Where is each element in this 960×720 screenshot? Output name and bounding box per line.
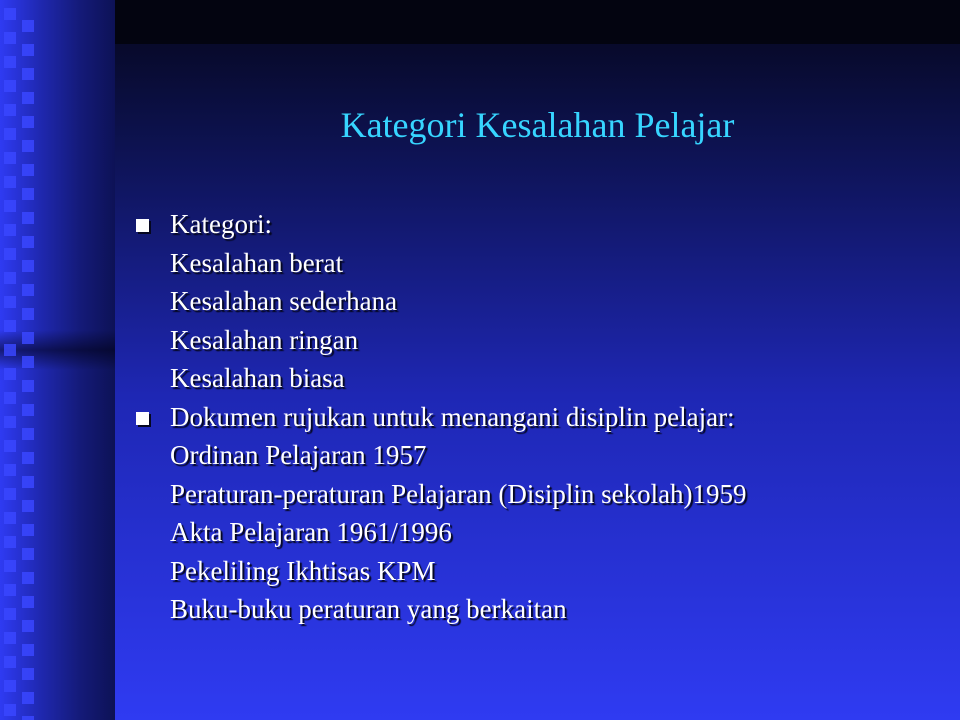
- decorative-square: [4, 536, 16, 548]
- top-band: [115, 0, 960, 44]
- decorative-square: [22, 308, 34, 320]
- decorative-square: [22, 68, 34, 80]
- decorative-square: [22, 596, 34, 608]
- left-decorative-bar: [0, 0, 115, 720]
- sub-line: Pekeliling Ikhtisas KPM: [170, 555, 436, 586]
- decorative-square: [4, 464, 16, 476]
- decorative-square: [22, 716, 34, 720]
- decorative-square: [22, 332, 34, 344]
- decorative-square: [22, 116, 34, 128]
- decorative-square: [22, 644, 34, 656]
- decorative-square: [22, 524, 34, 536]
- bullet-text: Kategori:: [170, 209, 272, 239]
- decorative-square: [22, 260, 34, 272]
- square-bullet-icon: [136, 412, 149, 425]
- decorative-square: [22, 212, 34, 224]
- decorative-square: [22, 44, 34, 56]
- decorative-square: [22, 284, 34, 296]
- decorative-square: [4, 656, 16, 668]
- decorative-square: [22, 356, 34, 368]
- decorative-square: [22, 404, 34, 416]
- slide-body: [132, 205, 932, 629]
- sub-line: Peraturan-peraturan Pelajaran (Disiplin sekolah)1959: [170, 478, 747, 509]
- decorative-square: [22, 380, 34, 392]
- bullet-item-kategori: [132, 205, 932, 244]
- sub-line: Ordinan Pelajaran 1957: [170, 440, 427, 470]
- decorative-square: [22, 92, 34, 104]
- decorative-square: [22, 140, 34, 152]
- decorative-square: [22, 548, 34, 560]
- decorative-square: [4, 320, 16, 332]
- decorative-square: [4, 704, 16, 716]
- decorative-square: [22, 452, 34, 464]
- decorative-square: [4, 80, 16, 92]
- decorative-square: [4, 368, 16, 380]
- decorative-square: [4, 272, 16, 284]
- decorative-square: [4, 32, 16, 44]
- decorative-square: [4, 512, 16, 524]
- decorative-square: [22, 188, 34, 200]
- decorative-square: [4, 632, 16, 644]
- sub-line: Kesalahan ringan: [170, 324, 359, 355]
- decorative-square: [4, 8, 16, 20]
- bullet-text: Dokumen rujukan untuk menangani disiplin pelajar:: [170, 401, 735, 432]
- square-bullet-icon: [136, 219, 149, 232]
- decorative-square: [4, 416, 16, 428]
- decorative-square: [22, 164, 34, 176]
- decorative-square: [4, 392, 16, 404]
- decorative-square: [22, 428, 34, 440]
- decorative-square: [22, 236, 34, 248]
- decorative-square: [4, 128, 16, 140]
- decorative-square: [4, 680, 16, 692]
- decorative-square: [4, 152, 16, 164]
- decorative-square: [4, 584, 16, 596]
- decorative-square: [22, 500, 34, 512]
- decorative-square: [4, 344, 16, 356]
- decorative-square: [22, 692, 34, 704]
- decorative-square: [4, 488, 16, 500]
- bullet-item-dokumen: [132, 398, 932, 437]
- decorative-square: [4, 296, 16, 308]
- decorative-square: [4, 104, 16, 116]
- slide-title: Kategori Kesalahan Pelajar: [340, 105, 735, 145]
- decorative-square: [22, 668, 34, 680]
- decorative-square: [4, 224, 16, 236]
- decorative-square: [22, 620, 34, 632]
- sub-line: Buku-buku peraturan yang berkaitan: [170, 594, 567, 624]
- sub-line: Kesalahan berat: [170, 247, 344, 278]
- sub-line: Kesalahan biasa: [170, 363, 345, 393]
- decorative-squares: [0, 0, 36, 720]
- sub-line: Akta Pelajaran 1961/1996: [170, 517, 452, 547]
- decorative-square: [4, 608, 16, 620]
- decorative-square: [4, 248, 16, 260]
- decorative-square: [22, 20, 34, 32]
- decorative-square: [22, 476, 34, 488]
- sub-line: Kesalahan sederhana: [170, 286, 398, 316]
- decorative-square: [4, 440, 16, 452]
- decorative-square: [4, 200, 16, 212]
- decorative-square: [22, 572, 34, 584]
- decorative-square: [4, 560, 16, 572]
- decorative-square: [4, 176, 16, 188]
- decorative-square: [4, 56, 16, 68]
